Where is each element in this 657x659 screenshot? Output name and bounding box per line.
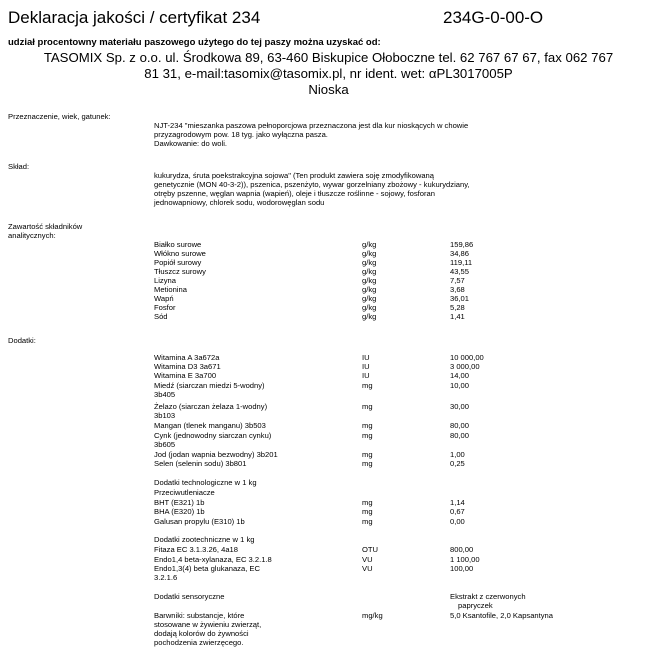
row-name: Witamina A 3a672a: [154, 353, 220, 362]
row-name: Fosfor: [154, 303, 176, 312]
przeznaczenie-line: przyzagrodowym pow. 18 tyg. jako wyłączna pasza.: [154, 130, 328, 139]
row-name: Jod (jodan wapnia bezwodny) 3b201: [154, 450, 278, 459]
row-unit: mg: [362, 381, 373, 390]
row-name: Cynk (jednowodny siarczan cynku): [154, 431, 272, 440]
row-value: 80,00: [450, 421, 470, 430]
company-line-1: TASOMIX Sp. z o.o. ul. Środkowa 89, 63-460 Biskupice Ołoboczne tel. 62 767 67 67, fax 062 767: [43, 50, 614, 65]
row-name: Żelazo (siarczan żelaza 1-wodny): [154, 402, 268, 411]
row-value: 1,14: [450, 498, 465, 507]
table-row: [154, 294, 654, 303]
table-row: [154, 573, 654, 582]
row-unit: OTU: [362, 545, 379, 554]
row-value: 34,86: [450, 249, 470, 258]
sklad-line: kukurydza, śruta poekstrakcyjna sojowa" (Ten produkt zawiera soję zmodyfikowaną: [154, 171, 434, 180]
zawartosc-label-line: analitycznych:: [8, 231, 56, 240]
table-row: [154, 240, 654, 249]
table-row: [154, 431, 654, 440]
row-value: 10,00: [450, 381, 470, 390]
table-row: [154, 601, 654, 610]
table-row: [154, 620, 654, 629]
sklad-line: otręby pszenne, węglan wapnia (wapień), oleje i tłuszcze roślinne - sojowy, fosforan: [154, 189, 435, 198]
row-name: Fitaza EC 3.1.3.26, 4a18: [154, 545, 239, 554]
row-value: 7,57: [450, 276, 465, 285]
row-name: Włókno surowe: [154, 249, 206, 258]
subsection-heading: [154, 535, 654, 544]
table-row: [154, 564, 654, 573]
row-name: Galusan propylu (E310) 1b: [154, 517, 245, 526]
row-name: Miedź (siarczan miedzi 5-wodny): [154, 381, 265, 390]
row-name: Endo1,4 beta-xylanaza, EC 3.2.1.8: [154, 555, 272, 564]
przeznaczenie-text: [154, 121, 504, 148]
product-name: Nioska: [308, 82, 349, 97]
row-value: Ekstrakt z czerwonych: [450, 592, 526, 601]
row-name: Tłuszcz surowy: [154, 267, 206, 276]
subsection-heading: [154, 478, 654, 487]
table-row: [154, 517, 654, 526]
table-row: [154, 440, 654, 449]
document-title: Deklaracja jakości / certyfikat 234: [8, 8, 261, 27]
row-unit: VU: [362, 555, 373, 564]
table-row: [154, 421, 654, 430]
table-row: [154, 312, 654, 321]
row-unit: mg/kg: [362, 611, 383, 620]
row-name-continuation: 3.2.1.6: [154, 573, 178, 582]
table-row: [154, 411, 654, 420]
sklad-line: genetycznie (MON 40-3-2)), pszenica, pszenżyto, wywar gorzelniany zbożowy - kukurydziany,: [154, 180, 470, 189]
row-unit: g/kg: [362, 240, 377, 249]
row-unit: mg: [362, 421, 373, 430]
table-row: [154, 390, 654, 399]
row-value: 0,25: [450, 459, 465, 468]
row-name-continuation: 3b103: [154, 411, 176, 420]
company-line-2: 81 31, e-mail:tasomix@tasomix.pl, nr ident. wet: αPL3017005P: [144, 66, 513, 81]
row-unit: mg: [362, 431, 373, 440]
section-label-dodatki: Dodatki:: [8, 336, 36, 345]
row-name: BHT (E321) 1b: [154, 498, 205, 507]
table-row: [154, 267, 654, 276]
przeznaczenie-line: NJT-234 "mieszanka paszowa pełnoporcjowa przeznaczona jest dla kur nioskących w chowie: [154, 121, 469, 130]
row-value: 119,11: [450, 258, 473, 267]
table-row: [154, 402, 654, 411]
table-row: [154, 371, 654, 380]
table-row: [154, 459, 654, 468]
row-value: 159,86: [450, 240, 474, 249]
row-name-continuation: dodają kolorów do żywności: [154, 629, 249, 638]
row-unit: mg: [362, 517, 373, 526]
row-value: 43,55: [450, 267, 470, 276]
row-unit: g/kg: [362, 312, 377, 321]
table-row: [154, 249, 654, 258]
row-value: 10 000,00: [450, 353, 484, 362]
row-value: 5,0 Ksantofile, 2,0 Kapsantyna: [450, 611, 554, 620]
row-name-continuation: 3b405: [154, 390, 176, 399]
row-value: 0,00: [450, 517, 465, 526]
row-value: 800,00: [450, 545, 474, 554]
row-unit: mg: [362, 459, 373, 468]
row-name: Mangan (tlenek manganu) 3b503: [154, 421, 266, 430]
row-value: 0,67: [450, 507, 465, 516]
przeciwutleniacze-label: Przeciwutleniacze: [154, 488, 215, 497]
table-row: [154, 362, 654, 371]
table-row: [154, 592, 654, 601]
row-unit: g/kg: [362, 249, 377, 258]
table-row: [154, 507, 654, 516]
row-value: 14,00: [450, 371, 470, 380]
table-row: [154, 381, 654, 390]
subsection-subheading: [154, 488, 654, 497]
row-unit: mg: [362, 498, 373, 507]
table-row: [154, 555, 654, 564]
table-row: [154, 276, 654, 285]
table-row: [154, 258, 654, 267]
row-value: 1 100,00: [450, 555, 480, 564]
zootechniczne-heading: Dodatki zootechniczne w 1 kg: [154, 535, 255, 544]
row-name-continuation: pochodzenia zwierzęcego.: [154, 638, 244, 647]
sklad-line: jednowapniowy, chlorek sodu, wodorowęglan sodu: [154, 198, 325, 207]
row-name: Popiół surowy: [154, 258, 202, 267]
technologiczne-heading: Dodatki technologiczne w 1 kg: [154, 478, 257, 487]
row-name: BHA (E320) 1b: [154, 507, 205, 516]
section-label-zawartosc: [8, 222, 82, 240]
table-row: [154, 450, 654, 459]
row-unit: IU: [362, 371, 370, 380]
row-value-continuation: papryczek: [458, 601, 493, 610]
table-row: [154, 629, 654, 638]
row-value: 80,00: [450, 431, 470, 440]
row-name-continuation: stosowane w żywieniu zwierząt,: [154, 620, 262, 629]
table-row: [154, 303, 654, 312]
sensoryczne-heading: Dodatki sensoryczne: [154, 592, 225, 601]
row-unit: IU: [362, 362, 370, 371]
sklad-text: [154, 171, 504, 207]
row-name: Barwniki: substancje, które: [154, 611, 245, 620]
note-text: udział procentowny materiału paszowego użytego do tej paszy można uzyskać od:: [8, 37, 381, 48]
row-unit: mg: [362, 450, 373, 459]
row-value: 30,00: [450, 402, 470, 411]
table-row: [154, 353, 654, 362]
row-name: Białko surowe: [154, 240, 202, 249]
row-name: Endo1,3(4) beta glukanaza, EC: [154, 564, 260, 573]
row-name: Witamina D3 3a671: [154, 362, 221, 371]
row-unit: VU: [362, 564, 373, 573]
row-unit: mg: [362, 402, 373, 411]
table-row: [154, 545, 654, 554]
row-unit: g/kg: [362, 267, 377, 276]
table-row: [154, 498, 654, 507]
row-value: 36,01: [450, 294, 470, 303]
row-name: Witamina E 3a700: [154, 371, 217, 380]
table-row: [154, 638, 654, 647]
table-row: [154, 611, 654, 620]
product-code: 234G-0-00-O: [443, 8, 544, 27]
row-value: 1,41: [450, 312, 465, 321]
row-value: 1,00: [450, 450, 465, 459]
row-unit: g/kg: [362, 258, 377, 267]
table-row: [154, 285, 654, 294]
row-value: 5,28: [450, 303, 465, 312]
przeznaczenie-line: Dawkowanie: do woli.: [154, 139, 228, 148]
row-value: 3 000,00: [450, 362, 480, 371]
row-name: Sód: [154, 312, 168, 321]
row-name: Lizyna: [154, 276, 176, 285]
section-label-przeznaczenie: Przeznaczenie, wiek, gatunek:: [8, 112, 111, 121]
row-unit: g/kg: [362, 276, 377, 285]
row-name: Metionina: [154, 285, 187, 294]
row-name: Wapń: [154, 294, 174, 303]
row-name: Selen (selenin sodu) 3b801: [154, 459, 247, 468]
row-value: 100,00: [450, 564, 474, 573]
row-unit: g/kg: [362, 294, 377, 303]
row-unit: g/kg: [362, 303, 377, 312]
company-block: [8, 50, 649, 98]
row-unit: IU: [362, 353, 370, 362]
row-unit: g/kg: [362, 285, 377, 294]
row-value: 3,68: [450, 285, 465, 294]
zawartosc-label-line: Zawartość składników: [8, 222, 83, 231]
row-name-continuation: 3b605: [154, 440, 176, 449]
row-unit: mg: [362, 507, 373, 516]
section-label-sklad: Skład:: [8, 162, 30, 171]
